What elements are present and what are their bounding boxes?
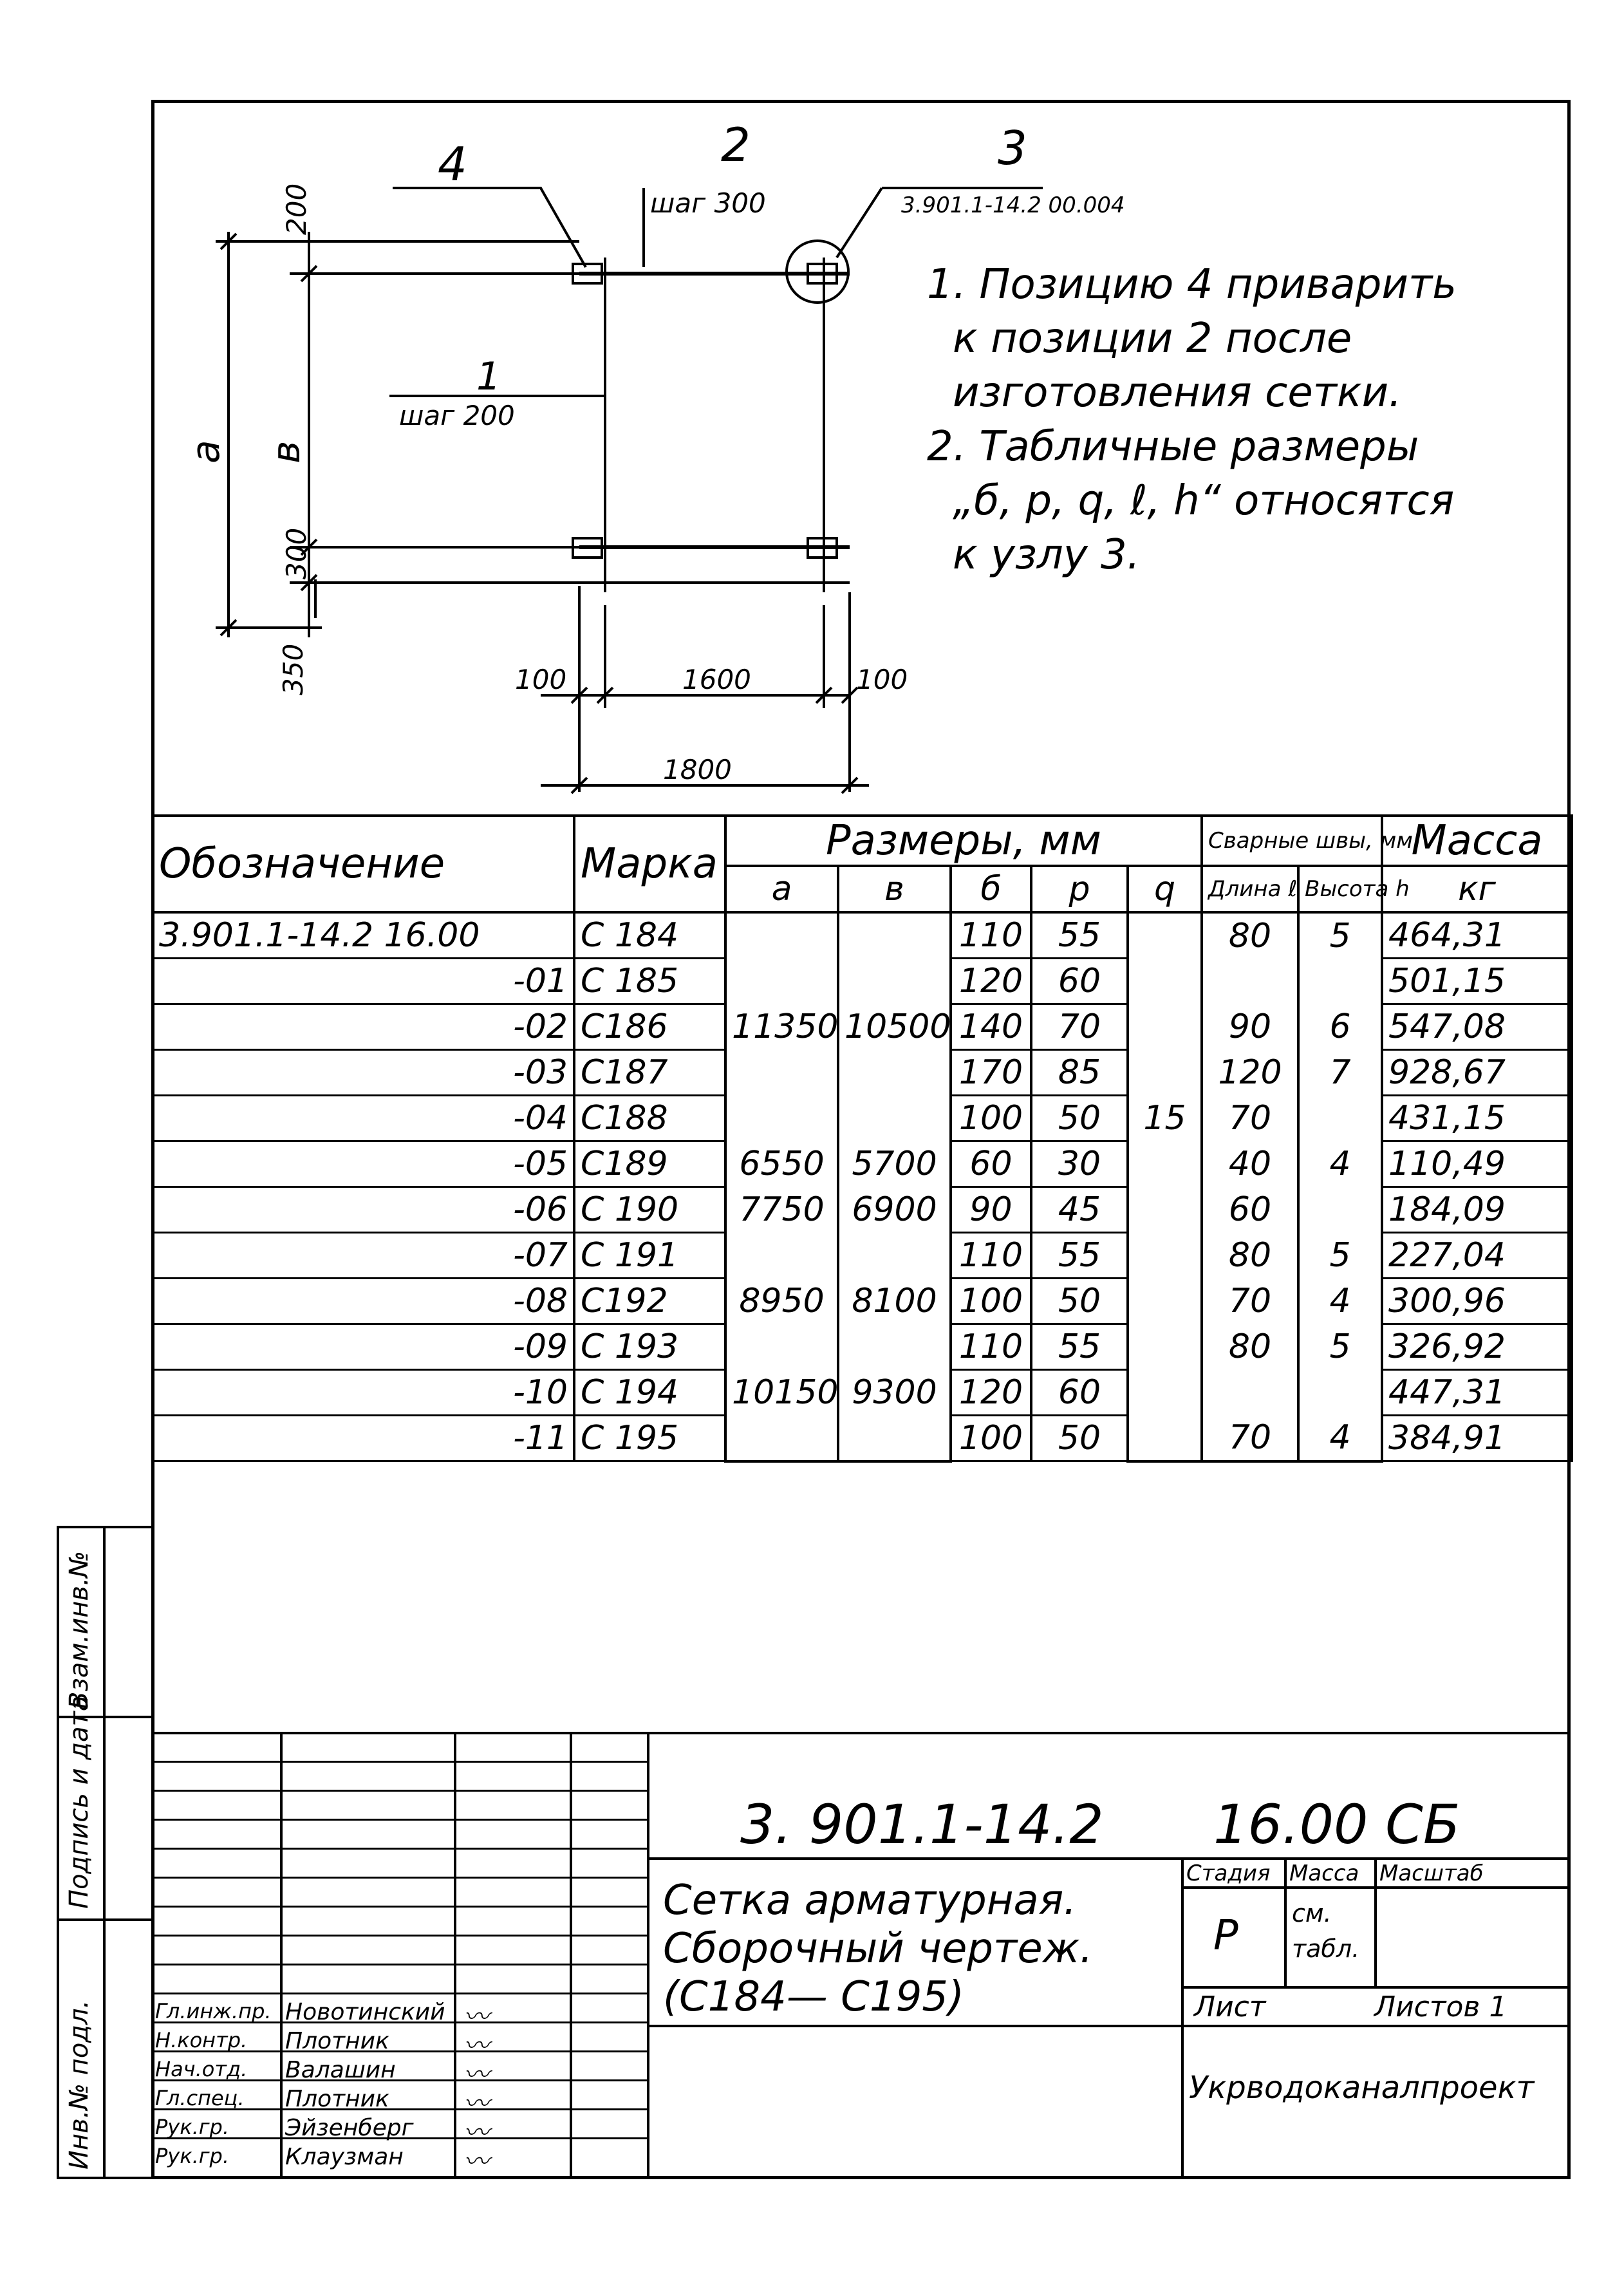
cell-b: 6900 [838,1187,951,1233]
cell-designation: -03 [153,1050,574,1096]
table-row [153,1096,1572,1141]
dim-350: 350 [277,643,309,695]
cell-delta: 170 [951,1050,1031,1096]
note-line: изготовления сетки. [953,369,1402,417]
cell-designation: -04 [153,1096,574,1141]
cell-delta: 120 [951,1370,1031,1416]
cell-delta: 110 [951,1233,1031,1279]
cell-delta: 110 [951,912,1031,959]
cell-l: 80 [1202,912,1298,959]
organization: Укрводоканалпроект [1189,2070,1535,2106]
cell-h [1298,1096,1382,1141]
col-mass-unit: кг [1382,866,1572,912]
cell-mark: С 191 [574,1233,725,1279]
cell-a: 8950 [725,1279,838,1324]
col-mass: Масса [1382,816,1572,866]
signer-role: Нач.отд. [155,2057,248,2081]
cell-b [838,1416,951,1461]
table-row [153,1050,1572,1096]
cell-a: 10150 [725,1370,838,1416]
col-delta: б [951,866,1031,912]
cell-designation: -11 [153,1416,574,1461]
cell-q [1128,1141,1202,1187]
signature-scribble: 〰 [463,2060,489,2090]
cell-designation: 3.901.1-14.2 16.00 [153,912,574,959]
cell-q [1128,1324,1202,1370]
cell-a: 6550 [725,1141,838,1187]
col-dimensions: Размеры, мм [725,816,1202,866]
doc-suffix: 16.00 СБ [1213,1793,1461,1856]
cell-b [838,1233,951,1279]
label-pos-1-step: шаг 200 [399,400,515,431]
cell-delta: 90 [951,1187,1031,1233]
cell-l [1202,959,1298,1004]
cell-delta: 60 [951,1141,1031,1187]
cell-a [725,959,838,1004]
signer-role: Гл.инж.пр. [155,1999,272,2023]
note-line: „б, р, q, ℓ, h“ относятся [953,477,1455,525]
table-row [153,1370,1572,1416]
scale-label: Масштаб [1379,1861,1484,1886]
table-row [153,1233,1572,1279]
cell-mass: 464,31 [1382,912,1572,959]
cell-b [838,912,951,959]
cell-h: 4 [1298,1279,1382,1324]
cell-h: 5 [1298,912,1382,959]
col-q: q [1128,866,1202,912]
dim-a: a [183,440,229,464]
cell-l: 40 [1202,1141,1298,1187]
note-line: к узлу 3. [953,531,1141,579]
table-row [153,1187,1572,1233]
cell-p: 50 [1031,1096,1128,1141]
cell-b [838,1050,951,1096]
title-block [151,1732,1571,2179]
side-inv-repl: Взам.инв.№ [64,1550,94,1709]
dim-100-left: 100 [515,664,567,695]
signer-name: Валашин [285,2057,396,2083]
cell-p: 60 [1031,1370,1128,1416]
cell-b: 9300 [838,1370,951,1416]
cell-q [1128,1370,1202,1416]
cell-p: 70 [1031,1004,1128,1050]
cell-mass: 501,15 [1382,959,1572,1004]
cell-mark: С186 [574,1004,725,1050]
sheets-label: Листов 1 [1374,1991,1507,2023]
cell-designation: -01 [153,959,574,1004]
col-designation: Обозначение [153,816,574,912]
note-line: к позиции 2 после [953,315,1352,362]
signer-role: Гл.спец. [155,2086,245,2110]
sheet-label: Лист [1194,1991,1266,2023]
col-weld-height: Высота h [1298,866,1382,912]
signature-scribble: 〰 [463,2118,489,2148]
dim-b: в [264,440,309,464]
cell-b: 10500 [838,1004,951,1050]
cell-delta: 120 [951,959,1031,1004]
signature-scribble: 〰 [463,2031,489,2061]
cell-p: 55 [1031,912,1128,959]
side-sign-date: Подпись и дата [64,1695,94,1909]
cell-mass: 227,04 [1382,1233,1572,1279]
label-pos-4: 4 [438,137,467,191]
cell-designation: -06 [153,1187,574,1233]
dim-200: 200 [281,183,312,235]
cell-mark: С 194 [574,1370,725,1416]
col-p: р [1031,866,1128,912]
table-row [153,959,1572,1004]
cell-mass: 300,96 [1382,1279,1572,1324]
col-a: a [725,866,838,912]
cell-mark: С187 [574,1050,725,1096]
signature-scribble: 〰 [463,2002,489,2032]
cell-a [725,1324,838,1370]
cell-l: 90 [1202,1004,1298,1050]
cell-p: 55 [1031,1233,1128,1279]
dim-1800: 1800 [663,754,732,785]
table-row [153,1416,1572,1461]
cell-h: 7 [1298,1050,1382,1096]
cell-a [725,1233,838,1279]
cell-mass: 928,67 [1382,1050,1572,1096]
cell-q: 15 [1128,1096,1202,1141]
signer-name: Плотник [285,2086,389,2112]
cell-designation: -07 [153,1233,574,1279]
signer-name: Эйзенберг [285,2115,414,2141]
cell-mass: 547,08 [1382,1004,1572,1050]
stage-label: Стадия [1186,1861,1271,1886]
cell-q [1128,1279,1202,1324]
signer-name: Клаузман [285,2144,404,2170]
cell-b: 8100 [838,1279,951,1324]
cell-p: 85 [1031,1050,1128,1096]
signature-scribble: 〰 [463,2089,489,2119]
label-pos-2-step: шаг 300 [650,187,766,219]
cell-mass: 431,15 [1382,1096,1572,1141]
cell-mass: 384,91 [1382,1416,1572,1461]
cell-mass: 184,09 [1382,1187,1572,1233]
signature-scribble: 〰 [463,2147,489,2177]
mass-label: Масса [1289,1861,1359,1886]
cell-l: 60 [1202,1187,1298,1233]
label-pos-3-ref: 3.901.1-14.2 00.004 [901,192,1125,218]
table-row [153,1004,1572,1050]
cell-l: 70 [1202,1416,1298,1461]
cell-h: 4 [1298,1416,1382,1461]
cell-h [1298,1187,1382,1233]
cell-mark: С 185 [574,959,725,1004]
cell-mass: 110,49 [1382,1141,1572,1187]
col-weld-length: Длина ℓ [1202,866,1298,912]
cell-mark: С 190 [574,1187,725,1233]
cell-a: 7750 [725,1187,838,1233]
cell-designation: -05 [153,1141,574,1187]
cell-l [1202,1370,1298,1416]
cell-mass: 447,31 [1382,1370,1572,1416]
cell-mark: С189 [574,1141,725,1187]
cell-delta: 100 [951,1096,1031,1141]
specification-table [151,814,1573,1463]
dim-100-right: 100 [856,664,908,695]
cell-l: 80 [1202,1324,1298,1370]
cell-delta: 100 [951,1416,1031,1461]
cell-delta: 110 [951,1324,1031,1370]
cell-designation: -10 [153,1370,574,1416]
notes-block [927,258,1545,582]
note-line: 2. Табличные размеры [927,423,1419,471]
cell-delta: 100 [951,1279,1031,1324]
cell-b [838,1324,951,1370]
cell-b [838,959,951,1004]
dim-1600: 1600 [682,664,751,695]
signer-name: Плотник [285,2028,389,2054]
cell-q [1128,959,1202,1004]
cell-p: 60 [1031,959,1128,1004]
cell-q [1128,1004,1202,1050]
title-line-1: Сетка арматурная. [663,1877,1077,1924]
cell-p: 50 [1031,1279,1128,1324]
cell-h: 4 [1298,1141,1382,1187]
dim-300: 300 [281,527,312,579]
table-row [153,1279,1572,1324]
cell-q [1128,1233,1202,1279]
cell-a [725,1050,838,1096]
cell-p: 45 [1031,1187,1128,1233]
note-line: 1. Позицию 4 приварить [927,261,1457,308]
cell-h: 5 [1298,1233,1382,1279]
title-line-3: (С184— С195) [663,1973,964,2021]
label-pos-2: 2 [721,118,751,172]
cell-l: 120 [1202,1050,1298,1096]
stage-value: Р [1213,1912,1238,1960]
cell-mark: С192 [574,1279,725,1324]
signer-role: Рук.гр. [155,2144,230,2168]
cell-h [1298,1370,1382,1416]
cell-mark: С 193 [574,1324,725,1370]
cell-designation: -08 [153,1279,574,1324]
cell-q [1128,1050,1202,1096]
cell-delta: 140 [951,1004,1031,1050]
cell-a [725,1416,838,1461]
table-row [153,1141,1572,1187]
cell-l: 80 [1202,1233,1298,1279]
signer-role: Н.контр. [155,2028,248,2052]
col-b: в [838,866,951,912]
cell-q [1128,912,1202,959]
label-pos-1: 1 [476,354,501,399]
cell-h [1298,959,1382,1004]
cell-designation: -09 [153,1324,574,1370]
label-pos-3: 3 [998,121,1027,175]
cell-a [725,912,838,959]
cell-mass: 326,92 [1382,1324,1572,1370]
cell-a: 11350 [725,1004,838,1050]
col-welds: Сварные швы, мм [1202,816,1382,866]
side-inv-orig: Инв.№ подл. [64,2000,94,2170]
col-mark: Марка [574,816,725,912]
cell-h: 5 [1298,1324,1382,1370]
cell-p: 55 [1031,1324,1128,1370]
table-row [153,912,1572,959]
cell-q [1128,1416,1202,1461]
mass-value: см. табл. [1292,1899,1360,1963]
cell-p: 30 [1031,1141,1128,1187]
cell-h: 6 [1298,1004,1382,1050]
title-line-2: Сборочный чертеж. [663,1925,1093,1973]
cell-l: 70 [1202,1279,1298,1324]
cell-q [1128,1187,1202,1233]
cell-b [838,1096,951,1141]
cell-p: 50 [1031,1416,1128,1461]
signer-name: Новотинский [285,1999,445,2025]
cell-mark: С188 [574,1096,725,1141]
cell-mark: С 184 [574,912,725,959]
cell-b: 5700 [838,1141,951,1187]
signer-role: Рук.гр. [155,2115,230,2139]
table-row [153,1324,1572,1370]
cell-mark: С 195 [574,1416,725,1461]
cell-designation: -02 [153,1004,574,1050]
cell-a [725,1096,838,1141]
doc-code: 3. 901.1-14.2 [740,1793,1104,1856]
cell-l: 70 [1202,1096,1298,1141]
